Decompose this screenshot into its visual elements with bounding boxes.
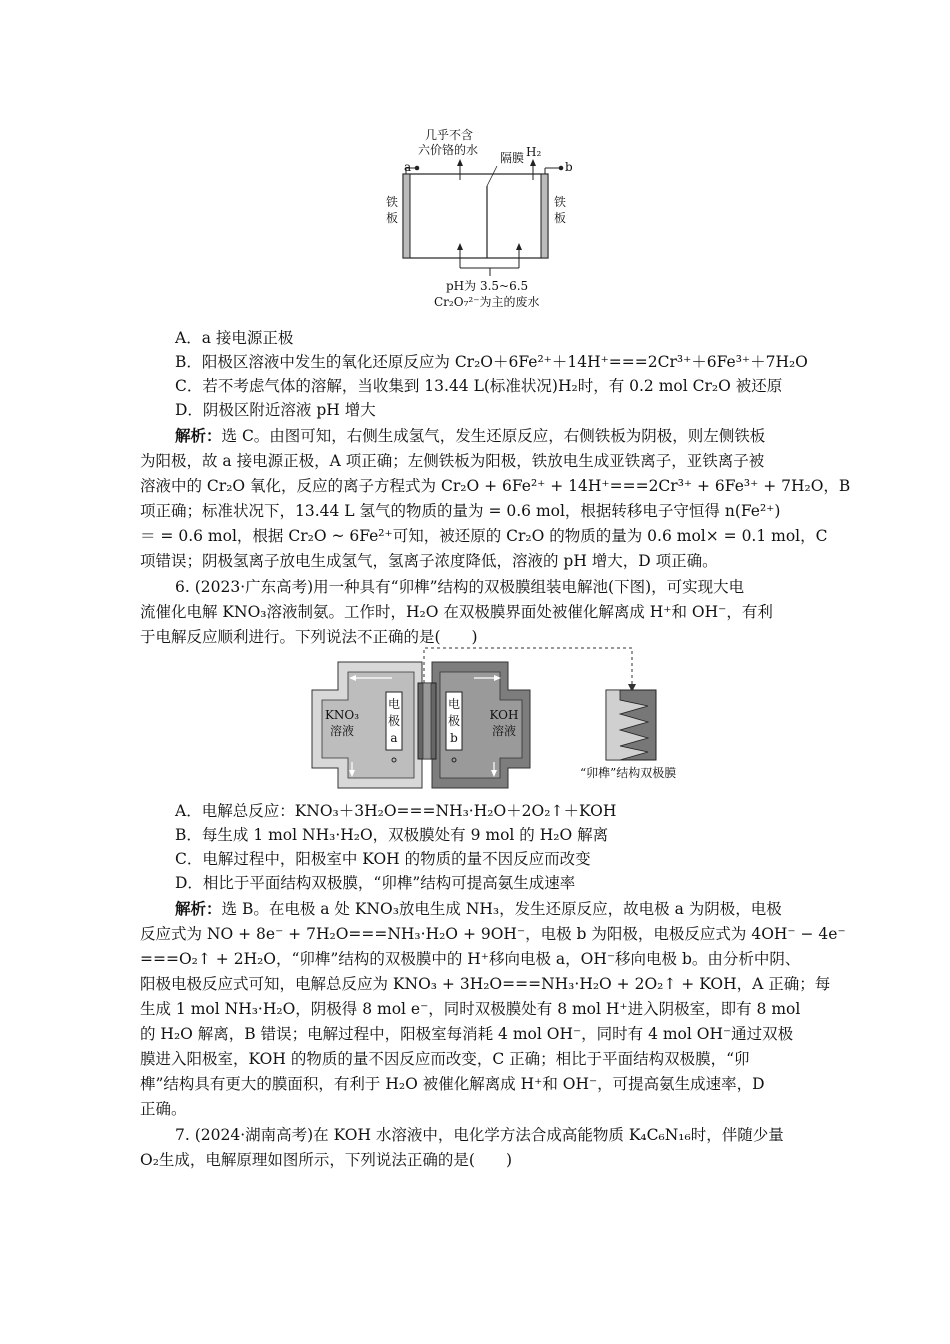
fig1-top-label-2: 六价铬的水 bbox=[418, 143, 479, 157]
q6-analysis-label: 解析： bbox=[175, 899, 222, 918]
q6-stem-line: 6. (2023·广东高考)用一种具有“卯榫”结构的双极膜组装电解池(下图)，可实现大电 bbox=[175, 578, 745, 596]
q6-analysis-line: 解析：选 B。在电极 a 处 KNO₃放电生成 NH₃，发生还原反应，故电极 a 为阴极，电极 bbox=[175, 899, 782, 918]
q7-stem-line: 7. (2024·湖南高考)在 KOH 水溶液中，电化学方法合成高能物质 K₄C₆N₁₆时，伴随少量 bbox=[175, 1126, 784, 1144]
fig1-membrane-label: 隔膜 bbox=[500, 151, 525, 165]
fig2-left-solution-2: 溶液 bbox=[329, 724, 354, 738]
fig2-electrode-b-2: 极 bbox=[447, 714, 460, 728]
q6-analysis-line: ===O₂↑ + 2H₂O，“卯榫”结构的双极膜中的 H⁺移向电极 a，OH⁻移向电极 b。由分析中阴、 bbox=[140, 950, 801, 968]
q6-analysis-line: 阳极电极反应式可知，电解总反应为 KNO₃ + 3H₂O===NH₃·H₂O + 2O₂↑ + KOH，A 正确；每 bbox=[140, 975, 831, 993]
q6-analysis-line: 正确。 bbox=[140, 1100, 187, 1118]
q5-option-a: A．a 接电源正极 bbox=[175, 329, 294, 347]
q5-analysis-line: 溶液中的 Cr₂O 氧化，反应的离子方程式为 Cr₂O + 6Fe²⁺ + 14H⁺===2Cr³⁺ + 6Fe³⁺ + 7H₂O，B bbox=[140, 477, 851, 495]
fig1-right-plate-label: 铁板 bbox=[553, 195, 566, 225]
q6-analysis-line: 反应式为 NO + 8e⁻ + 7H₂O===NH₃·H₂O + 9OH⁻，电极 b 为阳极，电极反应式为 4OH⁻ − 4e⁻ bbox=[140, 925, 846, 943]
q6-analysis-line: 膜进入阳极室，KOH 的物质的量不因反应而改变，C 正确；相比于平面结构双极膜，“卯 bbox=[140, 1050, 750, 1068]
q6-option-c: C．电解过程中，阳极室中 KOH 的物质的量不因反应而改变 bbox=[175, 850, 591, 868]
fig1-h2-label: H₂ bbox=[526, 145, 542, 159]
q5-analysis-line: 为阳极，故 a 接电源正极，A 项正确；左侧铁板为阳极，铁放电生成亚铁离子，亚铁离子被 bbox=[140, 452, 765, 470]
fig2-membrane-caption: “卯榫”结构双极膜 bbox=[580, 766, 677, 780]
q6-stem-line: 于电解反应顺利进行。下列说法不正确的是( ) bbox=[140, 628, 478, 646]
fig2-electrode-b-1: 电 bbox=[447, 697, 460, 711]
fig2-electrode-b-3: b bbox=[450, 731, 458, 745]
q5-option-d: D．阴极区附近溶液 pH 增大 bbox=[175, 401, 376, 419]
q6-stem-line: 流催化电解 KNO₃溶液制氨。工作时，H₂O 在双极膜界面处被催化解离成 H⁺和 OH⁻，有利 bbox=[140, 603, 773, 621]
fig1-left-plate-label: 铁板 bbox=[385, 195, 398, 225]
fig1-bottom-label-1: pH为 3.5~6.5 bbox=[446, 279, 529, 293]
q5-analysis-line: ＝ = 0.6 mol，根据 Cr₂O ~ 6Fe²⁺可知，被还原的 Cr₂O 的物质的量为 0.6 mol× = 0.1 mol，C bbox=[140, 527, 828, 545]
q5-option-c: C．若不考虑气体的溶解，当收集到 13.44 L(标准状况)H₂时，有 0.2 mol Cr₂O 被还原 bbox=[175, 377, 783, 395]
q6-analysis-line: 榫”结构具有更大的膜面积，有利于 H₂O 被催化解离成 H⁺和 OH⁻，可提高氨生成速率，D bbox=[140, 1075, 765, 1093]
q5-analysis-line: 解析：选 C。由图可知，右侧生成氢气，发生还原反应，右侧铁板为阴极，则左侧铁板 bbox=[175, 426, 766, 445]
fig2-electrode-a-2: 极 bbox=[387, 714, 400, 728]
fig2-left-solution-1: KNO₃ bbox=[324, 708, 360, 722]
q6-analysis-line: 的 H₂O 解离，B 错误；电解过程中，阳极室每消耗 4 mol OH⁻，同时有 4 mol OH⁻通过双极 bbox=[140, 1025, 794, 1043]
fig2-right-solution-2: 溶液 bbox=[491, 724, 516, 738]
q6-option-a: A．电解总反应：KNO₃＋3H₂O===NH₃·H₂O＋2O₂↑＋KOH bbox=[175, 802, 617, 820]
q5-option-b: B．阳极区溶液中发生的氧化还原反应为 Cr₂O＋6Fe²⁺＋14H⁺===2Cr³⁺＋6Fe³⁺＋7H₂O bbox=[175, 353, 808, 371]
q6-analysis-line: 生成 1 mol NH₃·H₂O，阴极得 8 mol e⁻，同时双极膜处有 8 mol H⁺进入阴极室，即有 8 mol bbox=[140, 1000, 801, 1018]
q6-option-d: D．相比于平面结构双极膜，“卯榫”结构可提高氨生成速率 bbox=[175, 874, 576, 892]
q6-option-b: B．每生成 1 mol NH₃·H₂O，双极膜处有 9 mol 的 H₂O 解离 bbox=[175, 826, 609, 844]
q5-analysis-line: 项错误；阴极氢离子放电生成氢气，氢离子浓度降低，溶液的 pH 增大，D 项正确。 bbox=[140, 552, 718, 570]
fig2-right-solution-1: KOH bbox=[489, 708, 519, 722]
fig1-bottom-label-2: Cr₂O₇²⁻为主的废水 bbox=[434, 295, 540, 309]
q5-analysis-line: 项正确；标准状况下，13.44 L 氢气的物质的量为 = 0.6 mol，根据转移电子守恒得 n(Fe²⁺) bbox=[140, 502, 781, 520]
fig1-terminal-a: a bbox=[404, 160, 412, 174]
fig2-electrode-a-1: 电 bbox=[387, 697, 400, 711]
fig1-terminal-b: b bbox=[565, 160, 573, 174]
q5-analysis-label: 解析： bbox=[175, 426, 222, 445]
fig2-electrode-a-3: a bbox=[390, 731, 398, 745]
q7-stem-line: O₂生成，电解原理如图所示，下列说法正确的是( ) bbox=[140, 1151, 513, 1169]
fig1-top-label-1: 几乎不含 bbox=[425, 128, 474, 142]
